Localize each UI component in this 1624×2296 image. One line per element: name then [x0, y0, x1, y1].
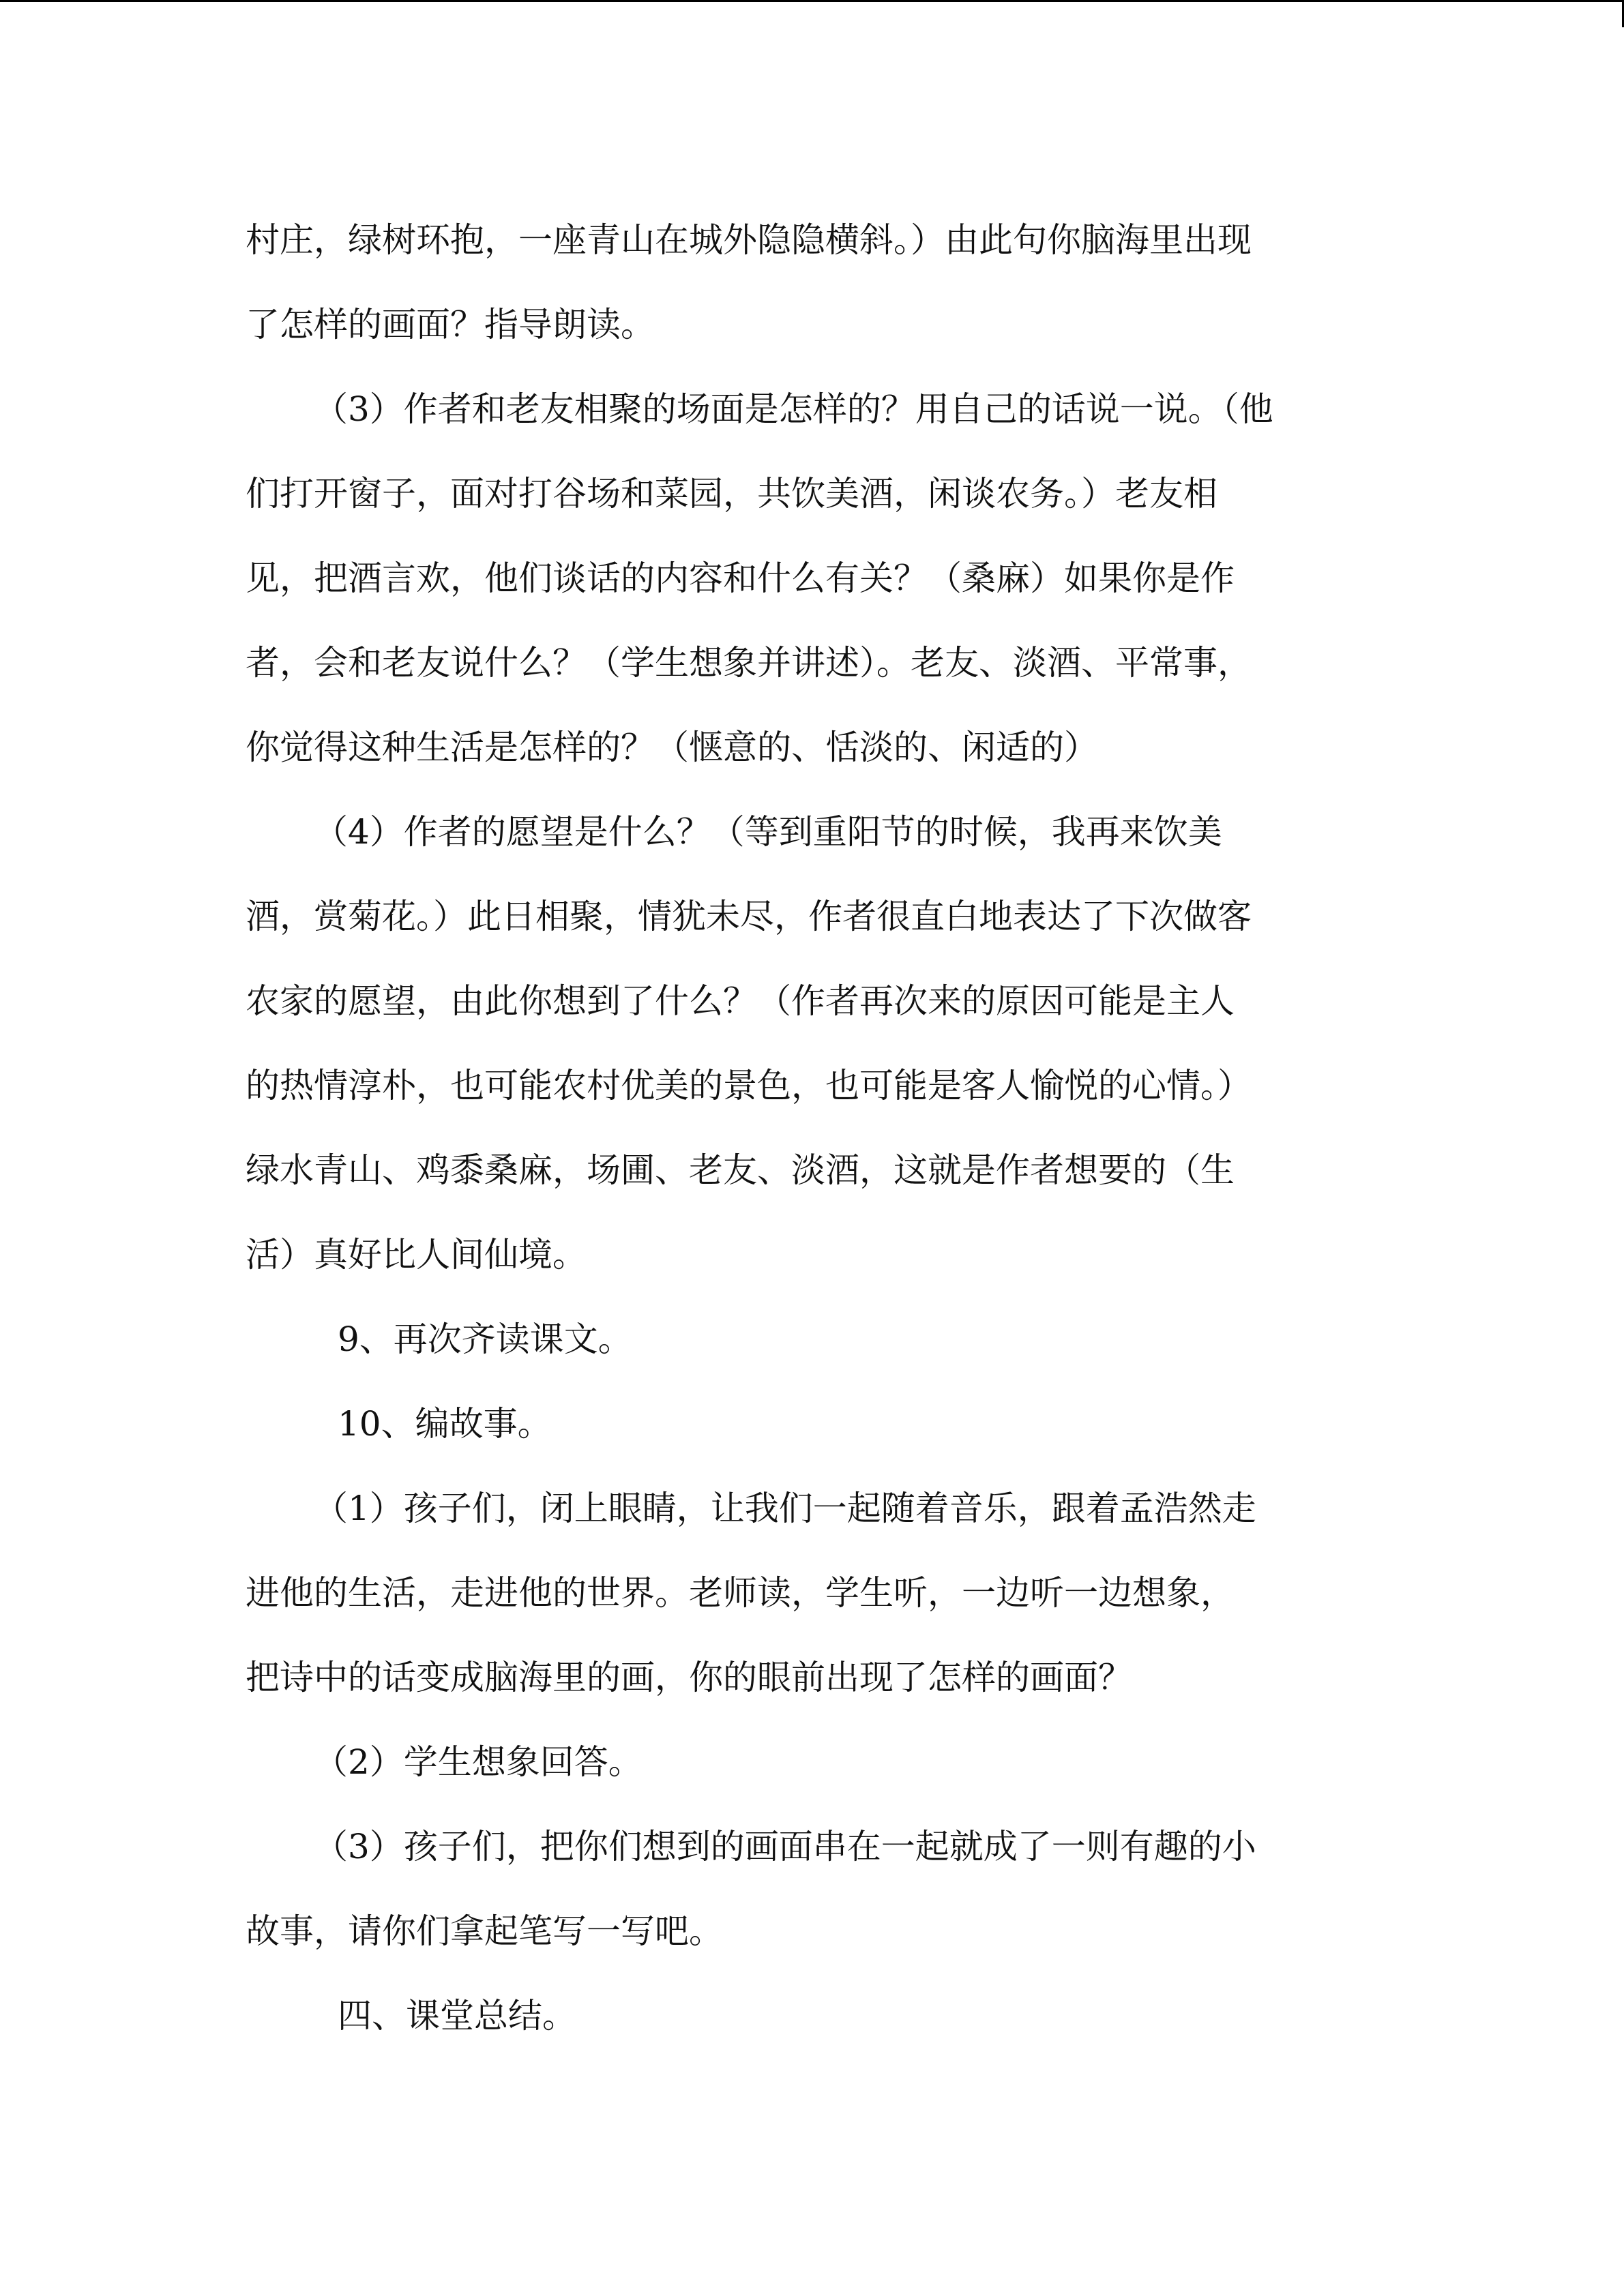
text-line: 了怎样的画面？指导朗读。	[246, 305, 655, 344]
text-line: 进他的生活，走进他的世界。老师读，学生听，一边听一边想象，	[246, 1573, 1235, 1613]
text-line: 四、课堂总结。	[338, 1996, 576, 2036]
text-line: 的热情淳朴，也可能农村优美的景色，也可能是客人愉悦的心情。）	[246, 1066, 1252, 1105]
text-line: 把诗中的话变成脑海里的画，你的眼前出现了怎样的画面？	[246, 1658, 1132, 1697]
text-line: 9、再次齐读课文。	[338, 1320, 632, 1359]
text-line: 村庄，绿树环抱，一座青山在城外隐隐横斜。）由此句你脑海里出现	[246, 220, 1252, 260]
text-line: 你觉得这种生活是怎样的？（惬意的、恬淡的、闲适的）	[246, 728, 1098, 767]
document-body	[246, 198, 1378, 2058]
text-line: （3）孩子们，把你们想到的画面串在一起就成了一则有趣的小	[314, 1827, 1256, 1866]
text-line: 活）真好比人间仙境。	[246, 1235, 587, 1274]
text-line: 故事，请你们拿起笔写一写吧。	[246, 1911, 723, 1951]
text-line: 绿水青山、鸡黍桑麻，场圃、老友、淡酒，这就是作者想要的（生	[246, 1150, 1235, 1190]
text-line: 10、编故事。	[338, 1404, 552, 1444]
text-line: （4）作者的愿望是什么？（等到重阳节的时候，我再来饮美	[314, 812, 1222, 852]
text-line: 者，会和老友说什么？（学生想象并讲述）。老友、淡酒、平常事，	[246, 643, 1252, 683]
text-line: 农家的愿望，由此你想到了什么？（作者再次来的原因可能是主人	[246, 981, 1235, 1021]
text-line: （1）孩子们，闭上眼睛，让我们一起随着音乐，跟着孟浩然走	[314, 1489, 1256, 1528]
text-line: （3）作者和老友相聚的场面是怎样的？用自己的话说一说。（他	[314, 389, 1273, 429]
text-line: （2）学生想象回答。	[314, 1742, 643, 1782]
text-line: 酒，赏菊花。）此日相聚，情犹未尽，作者很直白地表达了下次做客	[246, 897, 1252, 936]
text-line: 见，把酒言欢，他们谈话的内容和什么有关？（桑麻）如果你是作	[246, 558, 1235, 598]
top-border-line	[0, 0, 1624, 2]
text-line: 们打开窗子，面对打谷场和菜园，共饮美酒，闲谈农务。）老友相	[246, 474, 1217, 513]
